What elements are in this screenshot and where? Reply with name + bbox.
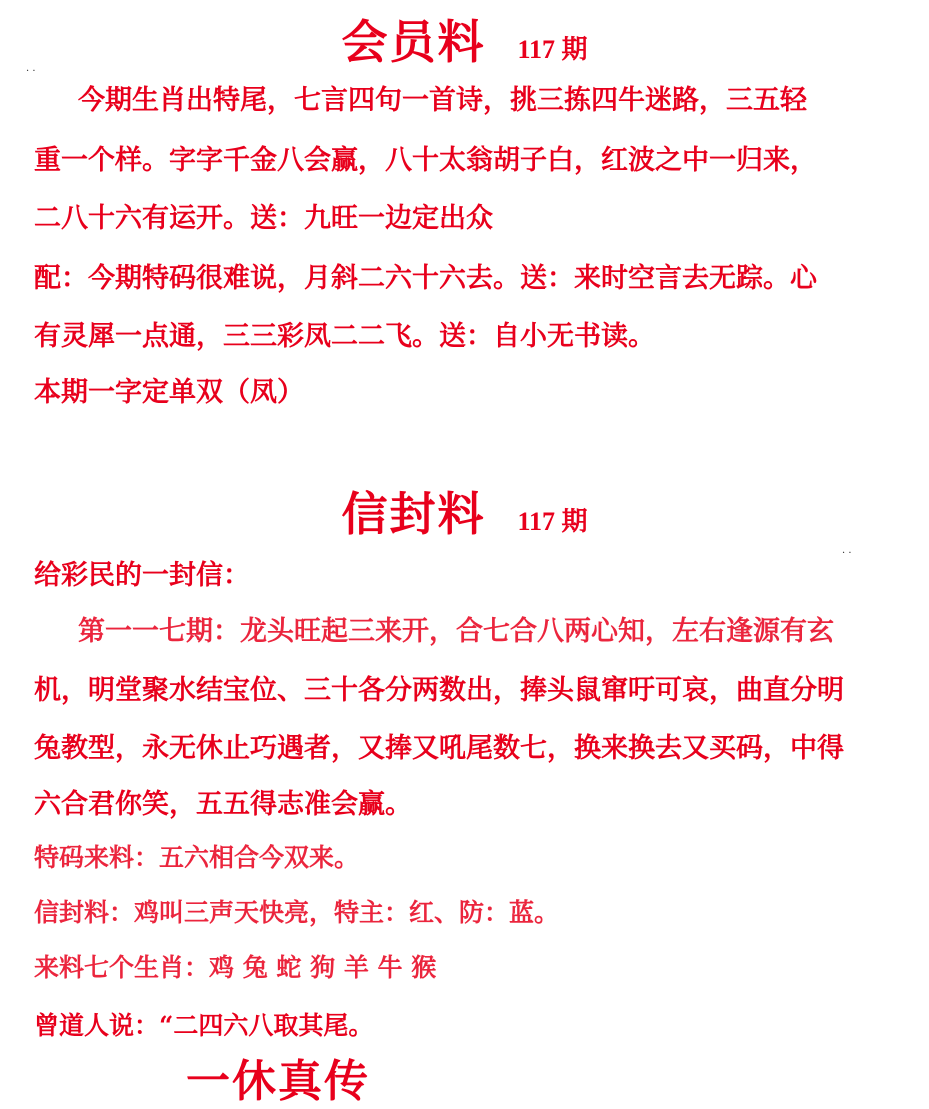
letter-line-2: 第一一七期：龙头旺起三来开，合七合八两心知，左右逢源有玄	[78, 616, 834, 647]
letter-section-title: 信封料	[341, 487, 486, 541]
letter-line-3: 机，明堂聚水结宝位、三十各分两数出，捧头鼠窜吁可哀，曲直分明	[34, 675, 844, 706]
letter-line-7: 信封料：鸡叫三声天快亮，特主：红、防：蓝。	[34, 898, 560, 927]
member-section-heading	[0, 6, 929, 72]
letter-line-1: 给彩民的一封信：	[34, 560, 250, 591]
member-section-issue: 117 期	[517, 35, 588, 64]
letter-line-4: 兔教型，永无休止巧遇者，又捧又吼尾数七，换来换去又买码，中得	[34, 733, 844, 764]
member-line-6: 本期一字定单双（凤）	[34, 377, 304, 408]
letter-section-issue: 117 期	[517, 507, 588, 536]
letter-line-5: 六合君你笑，五五得志准会赢。	[34, 789, 412, 820]
letter-line-9: 曾道人说：“二四六八取其尾。	[34, 1011, 374, 1040]
letter-line-6: 特码来料：五六相合今双来。	[34, 843, 360, 872]
member-line-3: 二八十六有运开。送：九旺一边定出众	[34, 203, 493, 234]
member-line-4: 配：今期特码很难说，月斜二六十六去。送：来时空言去无踪。心	[34, 263, 817, 294]
scan-speck: · ·	[26, 66, 36, 77]
member-line-1: 今期生肖出特尾，七言四句一首诗，挑三拣四牛迷路，三五轻	[78, 85, 807, 116]
member-line-5: 有灵犀一点通，三三彩凤二二飞。送：自小无书读。	[34, 321, 655, 352]
letter-line-8: 来料七个生肖：鸡 兔 蛇 狗 羊 牛 猴	[34, 953, 437, 982]
member-line-2: 重一个样。字字千金八会赢，八十太翁胡子白，红波之中一归来，	[34, 145, 817, 176]
scan-speck: · ·	[842, 548, 852, 559]
footer-title: 一休真传	[186, 1056, 370, 1107]
letter-section-heading	[0, 478, 929, 544]
member-section-title: 会员料	[341, 15, 486, 69]
